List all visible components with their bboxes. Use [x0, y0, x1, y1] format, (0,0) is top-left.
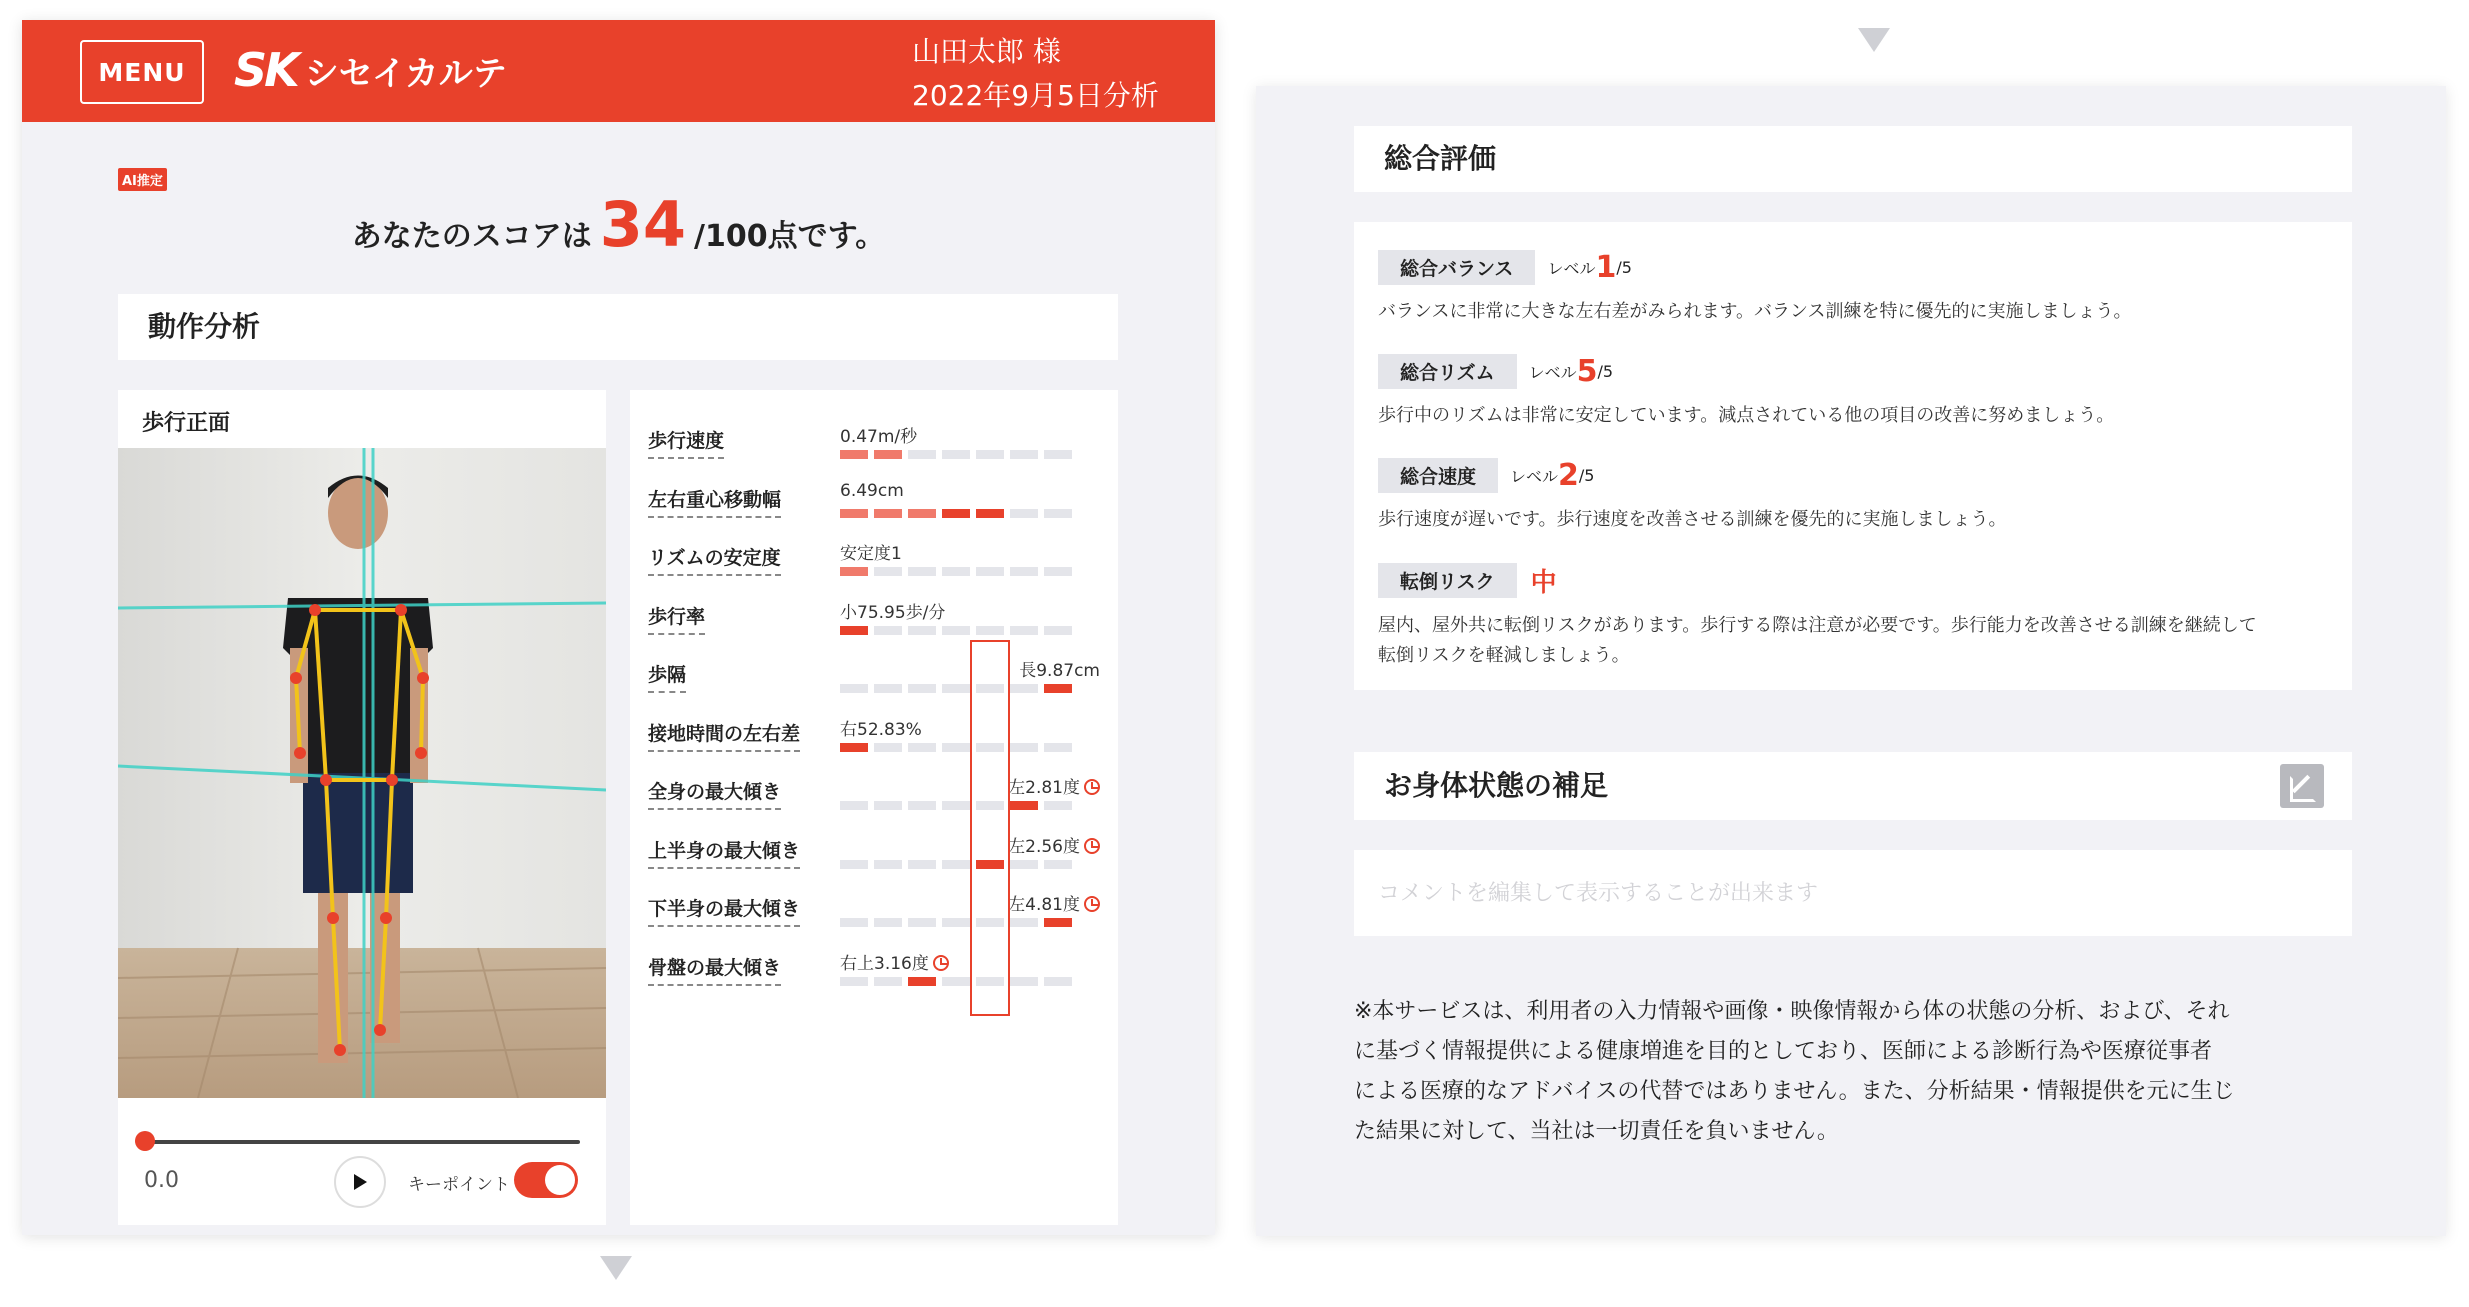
metric-value: [840, 422, 917, 447]
user-name: 山田太郎 様: [912, 35, 1061, 68]
metric-value-text: 0.47m/秒: [840, 427, 918, 447]
eval-level-suffix: /5: [1597, 362, 1614, 381]
metric-label[interactable]: 歩隔: [648, 660, 686, 693]
metric-scale-segment: [942, 567, 970, 576]
disclaimer-line: に基づく情報提供による健康増進を目的としており、医師による診断行為や医療従事者: [1354, 1039, 2213, 1064]
analysis-report-card: [22, 20, 1215, 1235]
eval-level-prefix: レベル: [1510, 467, 1559, 486]
metric-scale-segment: [1010, 977, 1038, 986]
metric-value: [1008, 773, 1100, 798]
metric-scale-segment: [1010, 801, 1038, 810]
metric-scale-segment: [874, 801, 902, 810]
metric-scale-segment: [1010, 684, 1038, 693]
eval-description-line: 屋内、屋外共に転倒リスクがあります。歩行する際は注意が必要です。歩行能力を改善させる訓練を継続して: [1378, 615, 2257, 636]
metric-scale-segment: [874, 918, 902, 927]
metric-scale-segment: [942, 977, 970, 986]
metric-scale-segment: [1010, 567, 1038, 576]
comment-field[interactable]: [1354, 850, 2352, 936]
metric-row: [630, 763, 1118, 821]
menu-button[interactable]: MENU: [80, 40, 204, 104]
metric-scale-segment: [1044, 918, 1072, 927]
eval-level-value: 5: [1576, 354, 1598, 389]
metric-value: [840, 539, 902, 564]
metric-scale-segment: [976, 450, 1004, 459]
eval-level-value: 2: [1558, 458, 1579, 493]
metric-label[interactable]: 接地時間の左右差: [648, 719, 800, 752]
overall-evaluation-body: [1354, 222, 2352, 690]
eval-fall-risk: [1378, 562, 2338, 671]
play-icon: [351, 1172, 369, 1192]
supplement-heading: [1354, 752, 2352, 820]
metric-scale-segment: [840, 860, 868, 869]
metric-scale-segment: [908, 801, 936, 810]
metric-row: [630, 588, 1118, 646]
keypoint-label: キーポイント: [408, 1175, 510, 1195]
brand-logo: [234, 42, 507, 98]
eval-tag: 転倒リスク: [1378, 563, 1517, 598]
metric-scale-segment: [942, 626, 970, 635]
metric-scale-segment: [1044, 977, 1072, 986]
metric-label[interactable]: 上半身の最大傾き: [648, 836, 800, 869]
video-panel: [118, 390, 606, 1225]
metric-label[interactable]: 骨盤の最大傾き: [648, 953, 781, 986]
metric-row: [630, 646, 1118, 704]
metric-scale-segment: [874, 509, 902, 518]
eval-description-line: 転倒リスクを軽減しましょう。: [1378, 645, 1630, 666]
overall-evaluation-heading: 総合評価: [1354, 126, 2352, 192]
metric-scale-segment: [1044, 860, 1072, 869]
metrics-panel: [630, 390, 1118, 1225]
metric-scale-segment: [942, 918, 970, 927]
metric-value-text: 小75.95歩/分: [840, 602, 946, 623]
metric-value-text: 安定度1: [840, 544, 902, 564]
eval-level-suffix: /5: [1578, 466, 1595, 485]
metric-scale-segment: [908, 743, 936, 752]
brand-name: シセイカルテ: [304, 53, 507, 94]
app-header: [22, 20, 1215, 122]
metric-scale-segment: [1044, 509, 1072, 518]
metric-scale-segment: [908, 567, 936, 576]
down-arrow-icon: [1858, 28, 1890, 52]
video-frame-image: [118, 448, 606, 1098]
video-title: 歩行正面: [142, 411, 231, 436]
motion-analysis-heading: 動作分析: [118, 294, 1118, 360]
metric-label[interactable]: 全身の最大傾き: [648, 777, 781, 810]
metric-label[interactable]: 左右重心移動幅: [648, 485, 781, 518]
clock-icon[interactable]: [933, 955, 949, 971]
metric-scale-segment: [942, 509, 970, 518]
video-time: 0.0: [144, 1168, 179, 1193]
metric-value-text: 左4.81度: [1008, 895, 1080, 915]
metric-scale-segment: [908, 977, 936, 986]
metric-value-text: 右上3.16度: [840, 953, 929, 974]
walking-video[interactable]: [118, 448, 606, 1098]
metric-scale-segment: [874, 684, 902, 693]
metric-label[interactable]: 歩行速度: [648, 426, 724, 459]
metric-value: [840, 949, 949, 974]
metric-scale-segment: [908, 918, 936, 927]
fall-risk-value: 中: [1530, 568, 1557, 598]
score-suffix: /100点です。: [694, 219, 886, 254]
metric-scale-segment: [840, 567, 868, 576]
supplement-title: お身体状態の補足: [1384, 769, 1609, 802]
eval-description: 歩行中のリズムは非常に安定しています。減点されている他の項目の改善に努めましょう。: [1378, 405, 2115, 426]
eval-level-value: 1: [1595, 250, 1617, 285]
metric-scale-segment: [908, 509, 936, 518]
metric-scale-segment: [976, 567, 1004, 576]
eval-level-prefix: レベル: [1528, 363, 1577, 382]
metric-scale-segment: [874, 626, 902, 635]
metric-value-text: 左2.56度: [1008, 836, 1080, 857]
metric-value: [840, 715, 922, 740]
metric-scale-segment: [908, 860, 936, 869]
metric-scale-segment: [840, 918, 868, 927]
metric-scale-segment: [1010, 860, 1038, 869]
metric-scale-segment: [942, 801, 970, 810]
keypoint-toggle-knob: [545, 1165, 575, 1195]
metric-scale-segment: [1010, 918, 1038, 927]
metric-scale-segment: [874, 567, 902, 576]
evaluation-card: [1256, 86, 2446, 1236]
metric-scale-segment: [874, 860, 902, 869]
metric-row: [630, 939, 1118, 997]
metric-scale-segment: [908, 684, 936, 693]
center-highlight-box: [970, 640, 1010, 1016]
metric-scale-segment: [1044, 626, 1072, 635]
metric-value-text: 左2.81度: [1008, 778, 1080, 798]
metric-scale-segment: [1010, 626, 1038, 635]
disclaimer-line: による医療的なアドバイスの代替ではありません。また、分析結果・情報提供を元に生じ: [1354, 1079, 2235, 1104]
metric-scale-segment: [1044, 450, 1072, 459]
eval-tag: 総合バランス: [1378, 250, 1535, 285]
metric-row: [630, 529, 1118, 587]
score-value: 34: [599, 188, 687, 261]
metric-value: [1019, 656, 1100, 681]
metric-scale-segment: [840, 509, 868, 518]
metric-scale-segment: [1044, 567, 1072, 576]
metric-value-text: 6.49cm: [840, 480, 904, 501]
metric-scale-segment: [908, 450, 936, 459]
metric-row: [630, 822, 1118, 880]
metric-scale-segment: [840, 626, 868, 635]
metric-label[interactable]: 下半身の最大傾き: [648, 894, 800, 927]
metric-scale-segment: [908, 626, 936, 635]
disclaimer: [1354, 992, 2354, 1152]
metric-scale-segment: [942, 860, 970, 869]
eval-description: バランスに非常に大きな左右差がみられます。バランス訓練を特に優先的に実施しましょう。: [1378, 301, 2132, 322]
eval-level-prefix: レベル: [1547, 259, 1596, 278]
metric-scale-segment: [1044, 801, 1072, 810]
edit-icon[interactable]: [2280, 764, 2324, 808]
eval-balance: [1378, 250, 2338, 327]
metric-value-text: 右52.83%: [840, 719, 922, 740]
down-arrow-icon: [600, 1256, 632, 1280]
metric-scale-segment: [942, 450, 970, 459]
metric-label[interactable]: 歩行率: [648, 602, 705, 635]
metric-scale-segment: [840, 684, 868, 693]
metric-row: [630, 412, 1118, 470]
metric-scale-segment: [840, 801, 868, 810]
clock-icon[interactable]: [1084, 896, 1100, 912]
eval-level-suffix: /5: [1616, 258, 1632, 277]
metric-scale-segment: [874, 977, 902, 986]
video-seek-handle[interactable]: [135, 1131, 155, 1151]
eval-speed: [1378, 458, 2338, 535]
metric-row: [630, 880, 1118, 938]
ai-estimate-badge: AI推定: [118, 168, 167, 191]
clock-icon[interactable]: [1084, 838, 1100, 854]
eval-tag: 総合リズム: [1378, 354, 1517, 389]
brand-mark: SK: [234, 43, 297, 97]
score-prefix: あなたのスコアは: [351, 219, 592, 254]
metric-scale-segment: [976, 509, 1004, 518]
metric-scale-segment: [942, 743, 970, 752]
metric-scale-segment: [1044, 684, 1072, 693]
metric-value: [1008, 890, 1100, 915]
metric-scale-segment: [1010, 509, 1038, 518]
disclaimer-line: た結果に対して、当社は一切責任を負いません。: [1354, 1119, 1839, 1144]
metric-value: [840, 481, 904, 501]
metric-scale-segment: [840, 977, 868, 986]
metric-label[interactable]: リズムの安定度: [648, 543, 781, 576]
metric-scale-segment: [840, 450, 868, 459]
disclaimer-line: ※本サービスは、利用者の入力情報や画像・映像情報から体の状態の分析、および、それ: [1354, 999, 2230, 1024]
metric-value: [840, 598, 945, 623]
metric-scale-segment: [1010, 450, 1038, 459]
metric-value: [1008, 832, 1100, 857]
keypoint-toggle[interactable]: [514, 1162, 578, 1198]
metric-scale-segment: [1044, 743, 1072, 752]
eval-description: [1378, 611, 2338, 671]
metric-scale-segment: [1010, 743, 1038, 752]
metric-row: [630, 705, 1118, 763]
metric-value-text: 長9.87cm: [1019, 661, 1100, 681]
eval-rhythm: [1378, 354, 2338, 431]
metric-scale-segment: [976, 626, 1004, 635]
metric-row: [630, 471, 1118, 529]
metric-scale-segment: [942, 684, 970, 693]
clock-icon[interactable]: [1084, 779, 1100, 795]
analysis-date: 2022年9月5日分析: [912, 79, 1159, 112]
video-seek-bar[interactable]: [144, 1140, 580, 1144]
eval-description: 歩行速度が遅いです。歩行速度を改善させる訓練を優先的に実施しましょう。: [1378, 509, 2007, 530]
metric-scale-segment: [840, 743, 868, 752]
metric-scale-segment: [874, 743, 902, 752]
play-button[interactable]: [334, 1156, 386, 1208]
score-line: [22, 188, 1215, 261]
metric-scale-segment: [874, 450, 902, 459]
eval-tag: 総合速度: [1378, 458, 1498, 493]
